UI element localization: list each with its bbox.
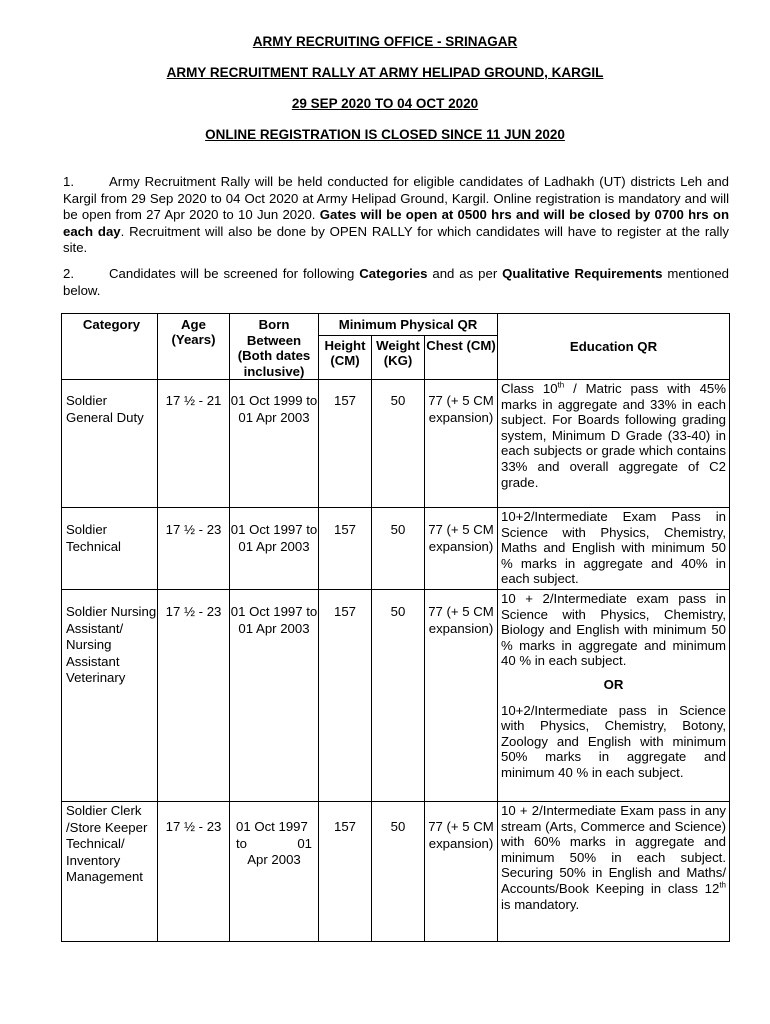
born-text-line bbox=[236, 836, 312, 853]
qualitative-requirements-text: Qualitative Requirements bbox=[502, 266, 663, 281]
born-cell bbox=[230, 802, 319, 942]
age-cell: 17 ½ - 23 bbox=[158, 508, 230, 590]
rally-title: ARMY RECRUITMENT RALLY AT ARMY HELIPAD GROUND, KARGIL bbox=[166, 65, 604, 80]
or-separator: OR bbox=[603, 676, 624, 692]
category-cell: Soldier General Duty bbox=[62, 380, 158, 508]
superscript: th bbox=[719, 880, 726, 890]
gate-timing-text: Gates will be open at 0500 hrs and will be closed by 0700 hrs on each day bbox=[63, 207, 729, 239]
born-cell: 01 Oct 1997 to 01 Apr 2003 bbox=[230, 590, 319, 802]
category-cell: Soldier Technical bbox=[62, 508, 158, 590]
rally-dates: 29 SEP 2020 TO 04 OCT 2020 bbox=[291, 96, 479, 111]
education-text: Class 10 bbox=[501, 381, 558, 396]
education-text: 10+2/Intermediate pass in Science with Physics, Chemistry, Botony, Zoology and English with minimum 50% marks in aggregate and minimum 40 % in each subject. bbox=[501, 702, 726, 780]
weight-cell: 50 bbox=[372, 590, 425, 802]
paragraph-1 bbox=[63, 174, 729, 257]
header-education: Education QR bbox=[498, 314, 730, 380]
category-cell: Soldier Clerk /Store Keeper Technical/ Inventory Management bbox=[62, 802, 158, 942]
paragraph-text: . Recruitment will also be done by OPEN RALLY for which candidates will have to register at the rally site. bbox=[63, 223, 729, 255]
table-row bbox=[62, 590, 730, 802]
education-cell: 10+2/Intermediate Exam Pass in Science with Physics, Chemistry, Maths and English with minimum 50 % marks in aggregate and 40% in each subject. bbox=[498, 508, 730, 590]
chest-cell: 77 (+ 5 CM expansion) bbox=[425, 802, 498, 942]
weight-cell: 50 bbox=[372, 380, 425, 508]
category-cell: Soldier Nursing Assistant/ Nursing Assistant Veterinary bbox=[62, 590, 158, 802]
header-min-physical: Minimum Physical QR bbox=[319, 314, 498, 336]
born-text: 01 Oct 1997 bbox=[236, 819, 308, 834]
paragraph-text: and as per bbox=[427, 266, 503, 281]
height-cell: 157 bbox=[319, 380, 372, 508]
paragraph-2 bbox=[63, 266, 729, 299]
paragraph-text: Candidates will be screened for following bbox=[109, 266, 360, 281]
born-cell: 01 Oct 1997 to 01 Apr 2003 bbox=[230, 508, 319, 590]
weight-cell: 50 bbox=[372, 802, 425, 942]
height-cell: 157 bbox=[319, 508, 372, 590]
paragraph-number: 1. bbox=[63, 174, 74, 189]
table-row bbox=[62, 508, 730, 590]
superscript: th bbox=[557, 380, 565, 390]
qualification-table bbox=[61, 313, 730, 942]
education-cell bbox=[498, 380, 730, 508]
header-weight: Weight (KG) bbox=[372, 336, 425, 380]
chest-cell: 77 (+ 5 CM expansion) bbox=[425, 590, 498, 802]
height-cell: 157 bbox=[319, 802, 372, 942]
header-row bbox=[62, 314, 730, 336]
categories-text: Categories bbox=[359, 266, 428, 281]
chest-cell: 77 (+ 5 CM expansion) bbox=[425, 380, 498, 508]
registration-notice: ONLINE REGISTRATION IS CLOSED SINCE 11 JUN 2020 bbox=[205, 127, 565, 142]
education-text: 10 + 2/Intermediate Exam pass in any stream (Arts, Commerce and Science) with 60% marks in aggregate and minimum 50% in each subject. Securing 50% in English and Maths/ Accounts/Book Keeping in class 12 bbox=[501, 803, 726, 896]
education-text: / Matric pass with 45% marks in aggregate and 33% in each subject. For Boards following grading system, Minimum D Grade (33-40) in each subjects or grade which contains 33% and overall aggregate of C2 grade. bbox=[501, 381, 726, 490]
born-text: Apr 2003 bbox=[247, 852, 301, 867]
table-row bbox=[62, 802, 730, 942]
education-cell bbox=[498, 802, 730, 942]
paragraph-text: Army Recruitment Rally will be held conducted for eligible candidates of Ladhakh (UT) districts Leh and Kargil from 29 Sep 2020 to 04 Oct 2020 at Army Helipad Ground, Kargil. Online registration is mandatory and will be open from 27 Apr 2020 to 10 Jun 2020. bbox=[63, 174, 729, 222]
chest-cell: 77 (+ 5 CM expansion) bbox=[425, 508, 498, 590]
age-cell: 17 ½ - 23 bbox=[158, 802, 230, 942]
office-title: ARMY RECRUITING OFFICE - SRINAGAR bbox=[252, 34, 518, 49]
header-category: Category bbox=[62, 314, 158, 380]
born-text: to bbox=[236, 835, 247, 851]
age-cell: 17 ½ - 21 bbox=[158, 380, 230, 508]
table-row bbox=[62, 380, 730, 508]
weight-cell: 50 bbox=[372, 508, 425, 590]
education-text: 10 + 2/Intermediate exam pass in Science with Physics, Chemistry, Biology and English with minimum 50 % marks in aggregate and minimum 40 % in each subject. bbox=[501, 591, 726, 669]
born-text: 01 bbox=[297, 835, 312, 851]
paragraph-number: 2. bbox=[63, 266, 74, 281]
paragraph-text: mentioned below. bbox=[63, 266, 730, 298]
header-born: Born Between (Both dates inclusive) bbox=[230, 314, 319, 380]
header-chest: Chest (CM) bbox=[425, 336, 498, 380]
age-cell: 17 ½ - 23 bbox=[158, 590, 230, 802]
born-cell: 01 Oct 1999 to 01 Apr 2003 bbox=[230, 380, 319, 508]
education-text: is mandatory. bbox=[501, 896, 580, 912]
education-cell bbox=[498, 590, 730, 802]
header-age: Age (Years) bbox=[158, 314, 230, 380]
height-cell: 157 bbox=[319, 590, 372, 802]
header-height: Height (CM) bbox=[319, 336, 372, 380]
